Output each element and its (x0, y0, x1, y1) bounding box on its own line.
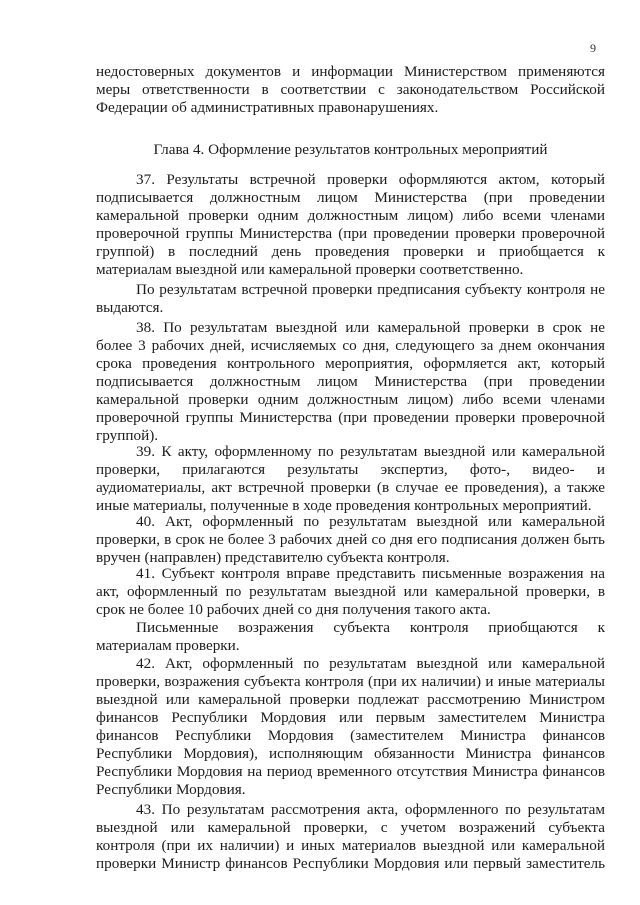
text-line: проверки, прилагаются результаты экспертиз, фото-, видео- и (96, 461, 605, 478)
chapter-heading: Глава 4. Оформление результатов контрольных мероприятий (153, 141, 548, 158)
text-line: срок не более 10 рабочих дней со дня получения такого акта. (96, 601, 491, 618)
text-line: 39. К акту, оформленному по результатам выездной или камеральной (136, 443, 605, 460)
text-line: аудиоматериалы, акт встречной проверки (в случае ее проведения), а также (96, 479, 605, 496)
text-line: 41. Субъект контроля вправе представить письменные возражения на (136, 565, 605, 582)
text-line: проверки Министр финансов Республики Мордовия или первый заместитель (96, 855, 605, 872)
text-line: проверки, в срок не более 3 рабочих дней со дня его подписания должен быть (96, 531, 605, 548)
text-line: проверочной группы Министерства (при проведении проверки проверочной (96, 225, 605, 242)
text-line: вручен (направлен) представителю субъекта контроля. (96, 549, 450, 566)
text-line: 37. Результаты встречной проверки оформляются актом, который (136, 171, 605, 188)
text-line: срока проведения контрольного мероприятия, оформляется акт, который (96, 355, 605, 372)
text-line: группой) в последний день проведения проверки и приобщается к (96, 243, 605, 260)
text-line: группой). (96, 427, 159, 444)
text-line: выдаются. (96, 299, 164, 316)
text-line: 40. Акт, оформленный по результатам выездной или камеральной (136, 513, 605, 530)
page-number: 9 (590, 41, 596, 55)
text-line: камеральной проверки одним должностным лицом) либо всеми членами (96, 391, 605, 408)
text-line: Республики Мордовия), исполняющим обязанности Министра финансов (96, 745, 605, 762)
text-line: проверочной группы Министерства (при проведении проверки проверочной (96, 409, 605, 426)
text-line: подписывается должностным лицом Министерства (при проведении (96, 189, 605, 206)
text-line: Республики Мордовия на период временного отсутствия Министра финансов (96, 763, 605, 780)
text-line: подписывается должностным лицом Министерства (при проведении (96, 373, 605, 390)
text-line: выездной или камеральной проверки, с учетом возражений субъекта (96, 819, 605, 836)
text-line: более 3 рабочих дней, исчисляемых со дня, следующего за днем окончания (96, 337, 605, 354)
text-line: Письменные возражения субъекта контроля приобщаются к (136, 619, 605, 636)
text-line: камеральной проверки одним должностным лицом) либо всеми членами (96, 207, 605, 224)
text-line: материалам проверки. (96, 637, 240, 654)
text-line: материалам выездной или камеральной проверки соответственно. (96, 261, 524, 278)
text-line: финансов Республики Мордовия (заместителем Министра финансов (96, 727, 605, 744)
text-line: меры ответственности в соответствии с законодательством Российской (96, 81, 605, 98)
text-line: недостоверных документов и информации Министерством применяются (96, 63, 605, 80)
text-line: 38. По результатам выездной или камеральной проверки в срок не (136, 319, 605, 336)
text-line: По результатам встречной проверки предписания субъекту контроля не (136, 281, 605, 298)
text-line: 42. Акт, оформленный по результатам выездной или камеральной (136, 655, 605, 672)
text-line: акт, оформленный по результатам выездной или камеральной проверки, в (96, 583, 605, 600)
text-line: финансов Республики Мордовия или первым заместителем Министра (96, 709, 605, 726)
text-line: выездной или камеральной проверки подлежат рассмотрению Министром (96, 691, 605, 708)
text-line: иные материалы, полученные в ходе проведения контрольных мероприятий. (96, 497, 592, 514)
text-line: 43. По результатам рассмотрения акта, оформленного по результатам (136, 801, 605, 818)
text-line: контроля (при их наличии) и иных материалов выездной или камеральной (96, 837, 605, 854)
text-line: Федерации об административных правонарушениях. (96, 99, 439, 116)
text-line: проверки, возражения субъекта контроля (при их наличии) и иные материалы (96, 673, 605, 690)
text-line: Республики Мордовия. (96, 781, 246, 798)
